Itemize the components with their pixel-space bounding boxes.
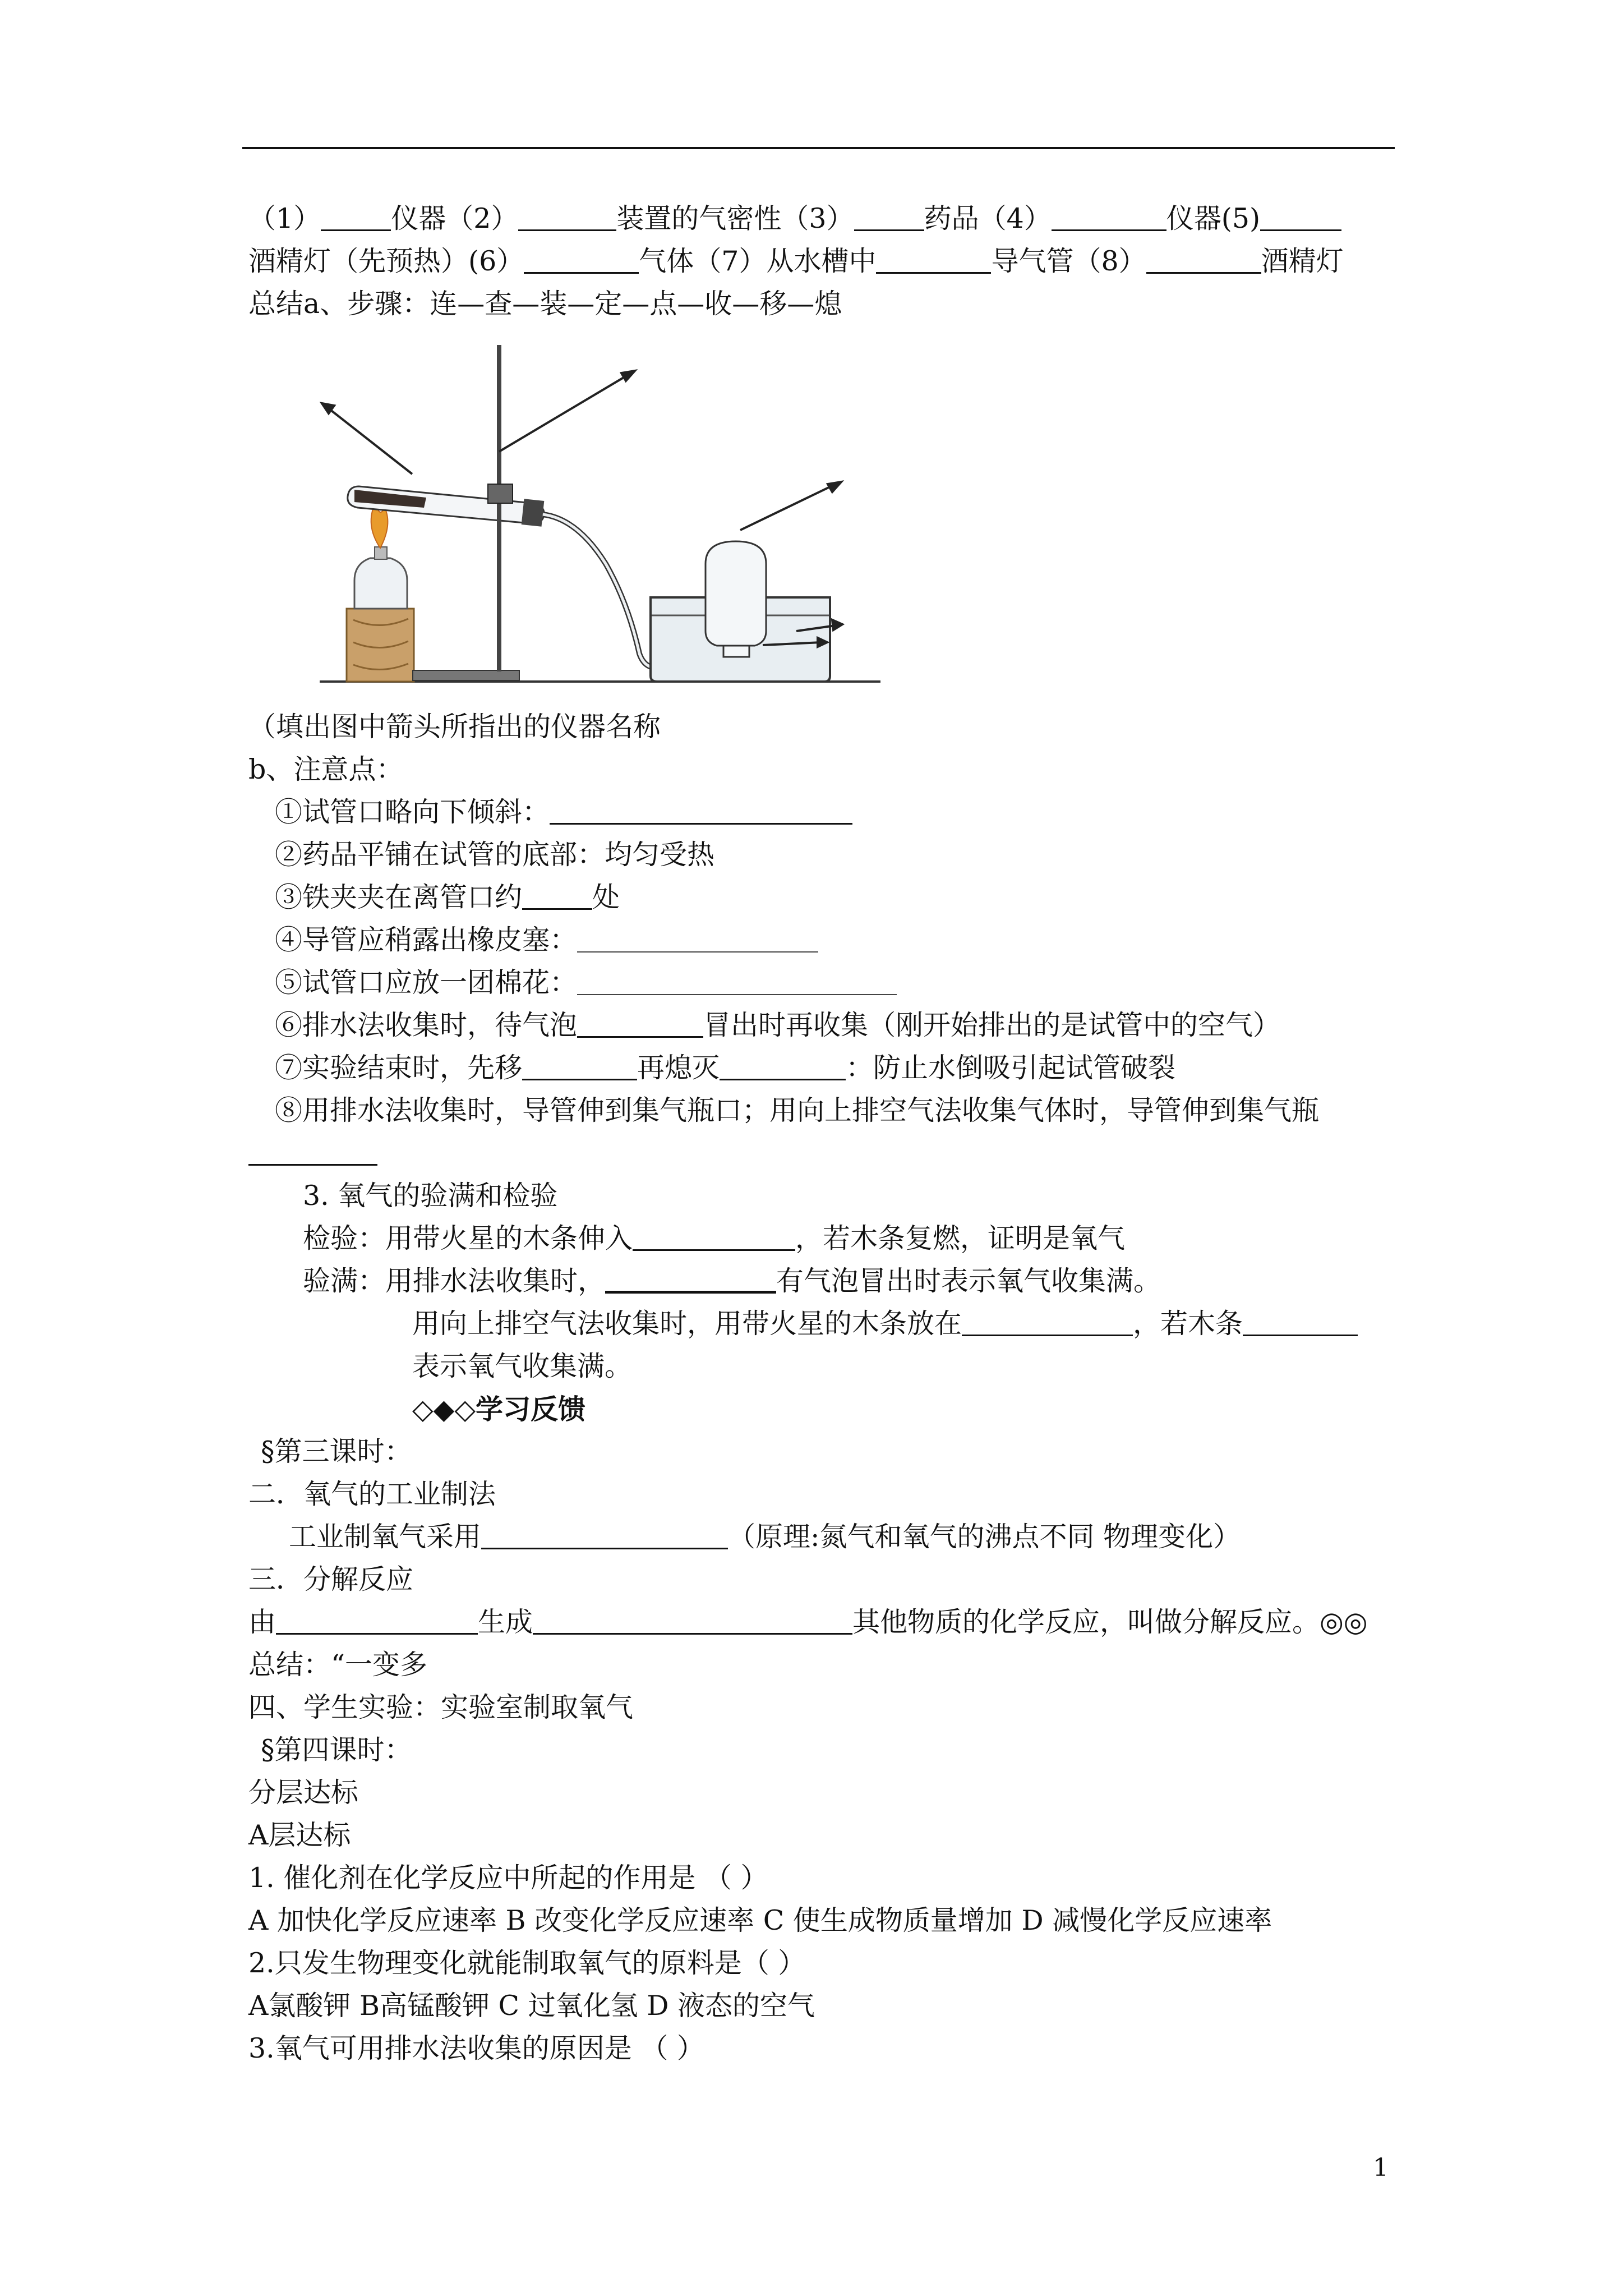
fill-blank[interactable] [522,1053,637,1080]
section3-full-3: 表示氧气收集满。 [412,1350,633,1382]
fill-blank[interactable] [550,797,852,825]
fill-blank[interactable] [1052,204,1166,231]
note-text: 处 [592,881,620,913]
lesson3-industrial [289,1520,1241,1554]
fill-blank[interactable] [524,246,639,274]
header-rule [242,147,1395,149]
note-6 [275,1009,1280,1042]
fill-blank[interactable] [1243,1309,1358,1336]
fill-blank[interactable] [518,204,616,231]
page-number: 1 [1373,2154,1389,2182]
feedback-heading: ◇◆◇学习反馈 [412,1393,586,1425]
section3-full-1 [303,1264,1161,1298]
fill-blank[interactable] [481,1522,728,1549]
alcohol-lamp [354,558,407,609]
note-8-blank [248,1137,377,1170]
fill-blank[interactable] [577,968,897,995]
question-2: 2.只发生物理变化就能制取氧气的原料是（ ） [248,1947,806,1979]
note-5 [275,966,897,1000]
section3-full-2 [412,1307,1358,1341]
steps-line-2 [248,245,1344,278]
step-text: （1） [248,203,321,234]
note-text: ④导管应稍露出橡皮塞： [275,924,578,956]
step-text: 药品（4） [924,203,1052,234]
lesson3-decomp [248,1605,1368,1639]
notes-header: b、注意点： [248,753,404,785]
full-text: ，若木条 [1133,1308,1243,1340]
fill-blank[interactable] [633,1223,795,1251]
note-7 [275,1051,1175,1085]
fill-blank[interactable] [876,246,991,274]
note-4 [275,923,818,957]
steps-line-1 [248,202,1341,236]
rubber-stopper [522,499,545,527]
clamp [488,484,513,503]
lesson4-a-level: A层达标 [248,1819,351,1851]
step-text: 导气管（8） [991,245,1146,277]
question-2-options: A氯酸钾 B高锰酸钾 C 过氧化氢 D 液态的空气 [248,1990,815,2022]
note-2: ②药品平铺在试管的底部：均匀受热 [275,839,715,871]
oxygen-apparatus-figure [314,339,897,687]
step-text: 酒精灯（先预热）(6） [248,245,524,277]
fill-blank[interactable] [577,1010,703,1038]
question-1-options: A 加快化学反应速率 B 改变化学反应速率 C 使生成物质量增加 D 减慢化学反应速率 [248,1904,1272,1936]
check-text: ，若木条复燃，证明是氧气 [795,1222,1126,1254]
full-text: 验满：用排水法收集时， [303,1265,606,1297]
note-3 [275,881,620,914]
note-text: ③铁夹夹在离管口约 [275,881,523,913]
step-text: 酒精灯 [1261,245,1344,277]
fill-blank[interactable] [605,1265,776,1294]
fill-blank[interactable] [720,1053,846,1080]
fill-blank[interactable] [522,882,592,910]
step-text: 气体（7）从水槽中 [639,245,877,277]
note-text: 冒出时再收集（刚开始排出的是试管中的空气） [703,1009,1281,1041]
lesson3-title: §第三课时： [261,1435,412,1467]
note-text: 再熄灭 [637,1052,720,1084]
step-text: 仪器（2） [391,203,519,234]
fill-blank[interactable] [962,1309,1133,1336]
full-text: 用向上排空气法收集时，用带火星的木条放在 [412,1308,962,1340]
lesson4-title: §第四课时： [261,1734,412,1766]
step-text: 仪器(5) [1166,203,1261,234]
fill-blank[interactable] [276,1607,478,1635]
fill-blank[interactable] [533,1607,852,1635]
question-3: 3.氧气可用排水法收集的原因是 （ ） [248,2032,704,2064]
wood-block [347,609,414,682]
fill-blank[interactable] [854,204,924,231]
note-text: ⑥排水法收集时，待气泡 [275,1009,578,1041]
step-text: 装置的气密性（3） [616,203,854,234]
full-text: 有气泡冒出时表示氧气收集满。 [776,1265,1161,1297]
decomp-text: 由 [248,1606,276,1638]
fill-blank[interactable] [248,1138,377,1166]
note-8: ⑧用排水法收集时，导管伸到集气瓶口；用向上排空气法收集气体时，导管伸到集气瓶 [275,1094,1320,1126]
note-1 [275,795,852,829]
industrial-text: （原理:氮气和氧气的沸点不同 物理变化） [728,1521,1241,1553]
section3-title: 3. 氧气的验满和检验 [303,1180,558,1212]
fill-blank[interactable] [1260,204,1341,231]
gas-jar [706,541,766,646]
industrial-text: 工业制氧气采用 [289,1521,482,1553]
fill-blank[interactable] [321,204,391,231]
lesson3-heading-4: 四、学生实验：实验室制取氧气 [248,1691,634,1723]
section3-check [303,1222,1125,1255]
figure-caption: （填出图中箭头所指出的仪器名称 [248,711,661,743]
lesson3-summary: 总结：“一变多 [248,1649,428,1681]
decomp-text: 其他物质的化学反应，叫做分解反应。◎◎ [852,1606,1368,1638]
question-1: 1. 催化剂在化学反应中所起的作用是 （ ） [248,1862,768,1894]
fill-blank[interactable] [1146,246,1261,274]
decomp-text: 生成 [478,1606,533,1638]
note-text: ：防止水倒吸引起试管破裂 [846,1052,1176,1084]
note-text: ①试管口略向下倾斜： [275,796,550,828]
stand-base [413,670,519,680]
note-text: ⑤试管口应放一团棉花： [275,967,578,999]
check-text: 检验：用带火星的木条伸入 [303,1222,633,1254]
steps-summary: 总结a、步骤：连—查—装—定—点—收—移—熄 [248,288,842,320]
lesson3-heading-3: 三．分解反应 [248,1563,414,1595]
note-text: ⑦实验结束时，先移 [275,1052,523,1084]
lesson4-layered: 分层达标 [248,1777,359,1809]
fill-blank[interactable] [577,926,818,953]
lesson3-heading-2: 二．氧气的工业制法 [248,1478,496,1510]
